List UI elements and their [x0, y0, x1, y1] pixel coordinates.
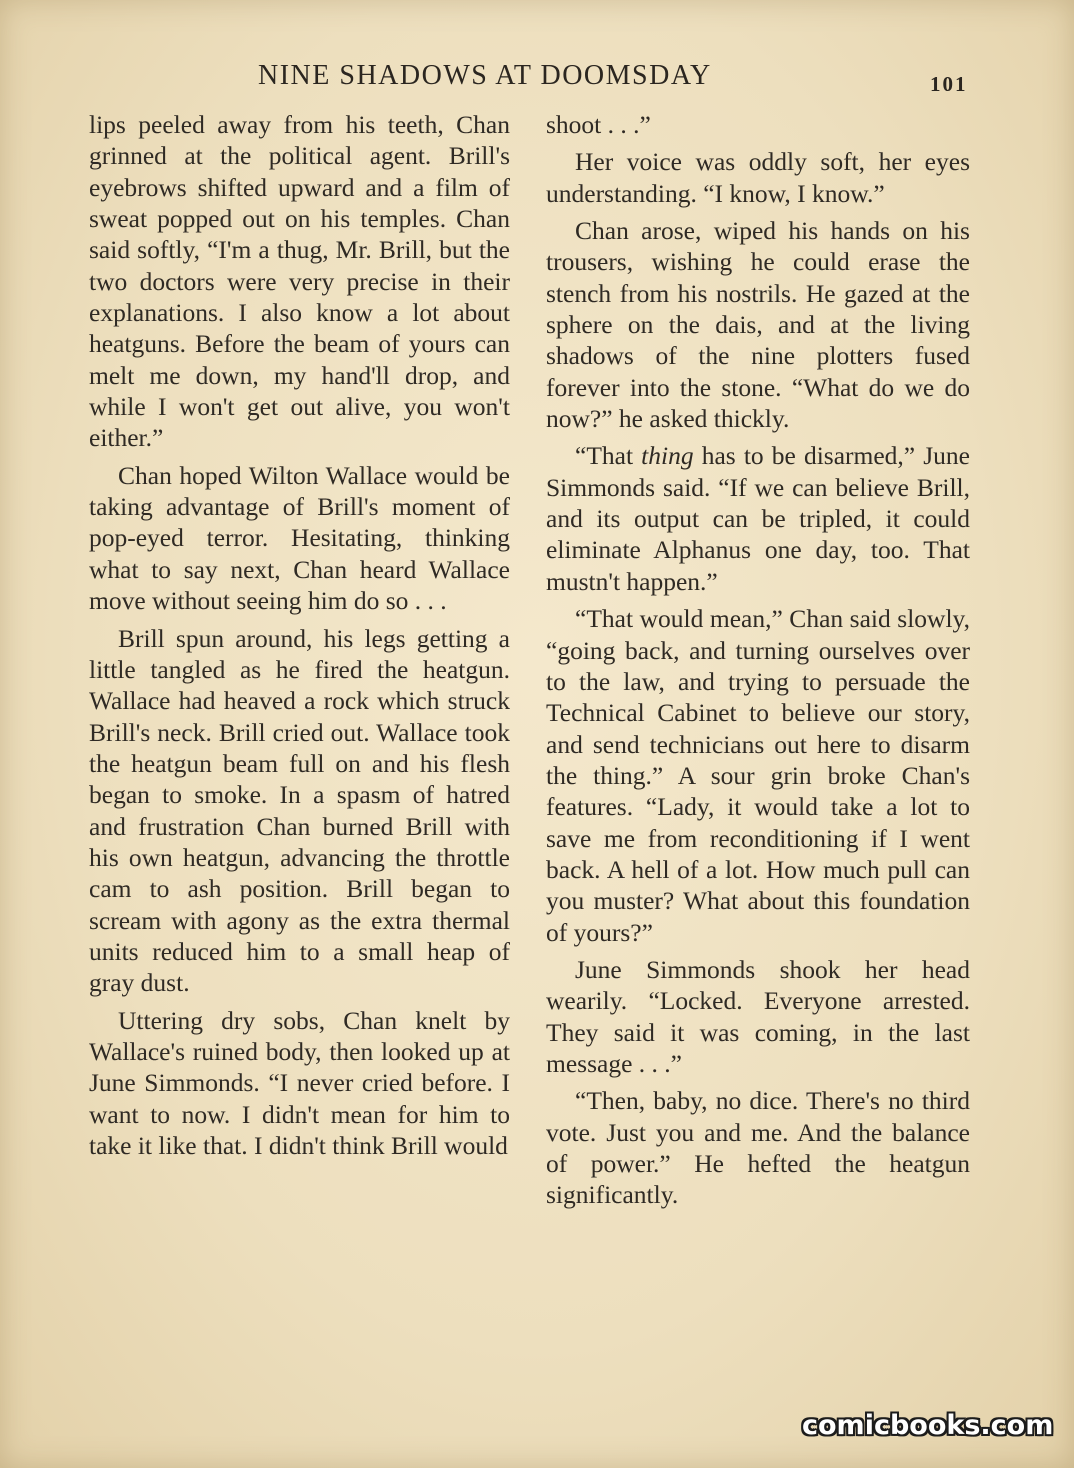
paragraph-text: has to be disarmed,” June Simmonds said. “If we can believe Brill, and its output can be tripled, it could eliminate Alphanus one day, too. That mustn't happen.”	[546, 441, 970, 596]
paragraph: Uttering dry sobs, Chan knelt by Wallace's ruined body, then looked up at June Simmonds. “I never cried before. I want to now. I didn't mean for him to take it like that. I didn't think Brill would	[89, 1005, 510, 1160]
emphasized-word: thing	[641, 441, 694, 471]
paragraph: Her voice was oddly soft, her eyes understanding. “I know, I know.”	[546, 147, 970, 208]
paragraph: “That would mean,” Chan said slowly, “going back, and turning ourselves over to the law, and trying to persuade the Technical Cabinet to believe our story, and send technicians out here to disarm the thing.” A sour grin broke Chan's features. “Lady, it would take a lot to save me from reconditioning if I went back. A hell of a lot. How much pull can you muster? What about this foundation of yours?”	[546, 604, 970, 947]
page-number: 101	[930, 72, 968, 96]
paragraph: Chan arose, wiped his hands on his trousers, wishing he could erase the stench from his nostrils. He gazed at the sphere on the dais, and at the living shadows of the nine plotters fused forever into the stone. “What do we do now?” he asked thickly.	[546, 216, 970, 434]
left-column	[89, 109, 510, 1167]
paragraph	[546, 440, 970, 597]
paragraph: “Then, baby, no dice. There's no third vote. Just you and me. And the balance of power.” He hefted the heatgun significantly.	[546, 1086, 970, 1210]
paragraph: shoot . . .”	[546, 110, 651, 139]
running-head	[0, 58, 1074, 98]
paragraph: Chan hoped Wilton Wallace would be taking advantage of Brill's moment of pop-eyed terror. Hesitating, thinking what to say next, Chan heard Wallace move without seeing him do so . . .	[89, 460, 510, 616]
site-watermark: comicbooks.com	[802, 1410, 1054, 1441]
page-title: NINE SHADOWS AT DOOMSDAY	[258, 60, 712, 91]
paragraph-text: “That	[575, 441, 642, 471]
paragraph: June Simmonds shook her head wearily. “Locked. Everyone arrested. They said it was coming, in the last message . . .”	[546, 954, 970, 1078]
paragraph: lips peeled away from his teeth, Chan grinned at the political agent. Brill's eyebrows shifted upward and a film of sweat popped out on his temples. Chan said softly, “I'm a thug, Mr. Brill, but the two doctors were very precise in their explanations. I also know a lot about heatguns. Before the beam of yours can melt me down, my hand'll drop, and while I won't get out alive, you won't either.”	[89, 110, 510, 453]
right-column	[546, 109, 970, 1217]
paragraph: Brill spun around, his legs getting a little tangled as he fired the heatgun. Wallace had heaved a rock which struck Brill's neck. Brill cried out. Wallace took the heatgun beam full on and his flesh began to smoke. In a spasm of hatred and frustration Chan burned Brill with his own heatgun, advancing the throttle cam to ash position. Brill began to scream with agony as the extra thermal units reduced him to a small heap of gray dust.	[89, 623, 510, 998]
